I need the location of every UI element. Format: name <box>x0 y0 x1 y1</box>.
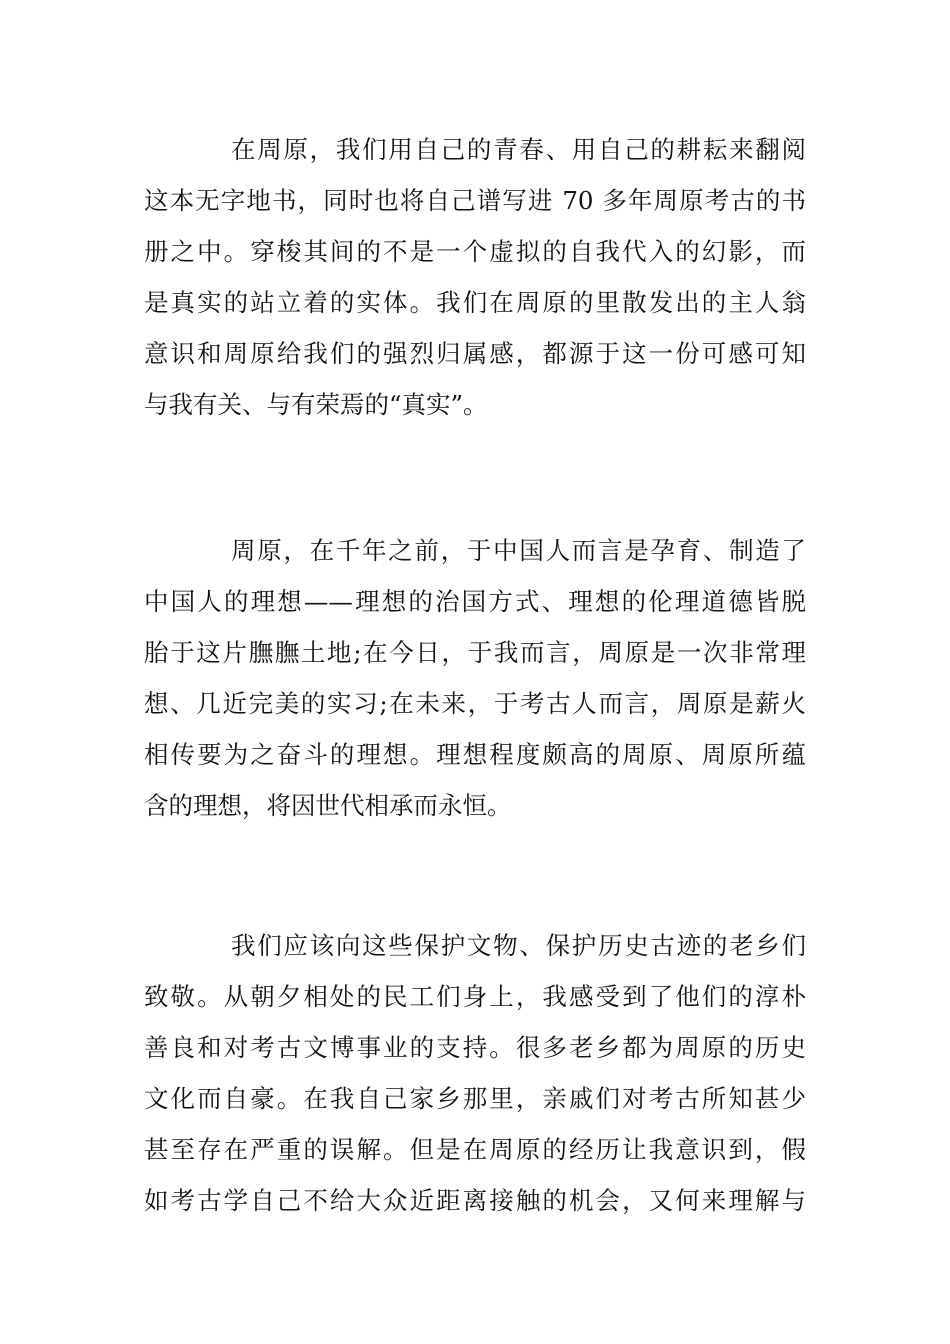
paragraph-line: 文化而自豪。在我自己家乡那里，亲戚们对考古所知甚少 <box>144 1084 806 1113</box>
paragraph-line: 善良和对考古文博事业的支持。很多老乡都为周原的历史 <box>144 1033 806 1062</box>
paragraph-line: 我们应该向这些保护文物、保护历史古迹的老乡们 <box>231 931 806 960</box>
paragraph-line: 如考古学自己不给大众近距离接触的机会，又何来理解与 <box>144 1186 806 1215</box>
paragraph-line: 致敬。从朝夕相处的民工们身上，我感受到了他们的淳朴 <box>144 982 806 1011</box>
paragraph-line: 含的理想，将因世代相承而永恒。 <box>144 791 512 820</box>
paragraph-line: 册之中。穿梭其间的不是一个虚拟的自我代入的幻影，而 <box>144 237 806 266</box>
paragraph-line: 胎于这片膴膴土地;在今日，于我而言，周原是一次非常理 <box>144 638 806 667</box>
paragraph-line: 意识和周原给我们的强烈归属感，都源于这一份可感可知 <box>144 339 806 368</box>
paragraph-line: 周原，在千年之前，于中国人而言是孕育、制造了 <box>231 536 806 565</box>
paragraph-line: 甚至存在严重的误解。但是在周原的经历让我意识到，假 <box>144 1135 806 1164</box>
paragraph-line: 在周原，我们用自己的青春、用自己的耕耘来翻阅 <box>231 135 806 164</box>
paragraph-line: 想、几近完美的实习;在未来，于考古人而言，周原是薪火 <box>144 689 806 718</box>
paragraph-line: 这本无字地书，同时也将自己谱写进 70 多年周原考古的书 <box>144 186 806 215</box>
paragraph-line: 是真实的站立着的实体。我们在周原的里散发出的主人翁 <box>144 288 806 317</box>
paragraph-line: 中国人的理想——理想的治国方式、理想的伦理道德皆脱 <box>144 587 806 616</box>
paragraph-3 <box>144 920 806 1226</box>
paragraph-2 <box>144 525 806 831</box>
paragraph-1 <box>144 124 806 430</box>
paragraph-line: 与我有关、与有荣焉的“真实”。 <box>144 390 488 419</box>
paragraph-line: 相传要为之奋斗的理想。理想程度颇高的周原、周原所蕴 <box>144 740 806 769</box>
